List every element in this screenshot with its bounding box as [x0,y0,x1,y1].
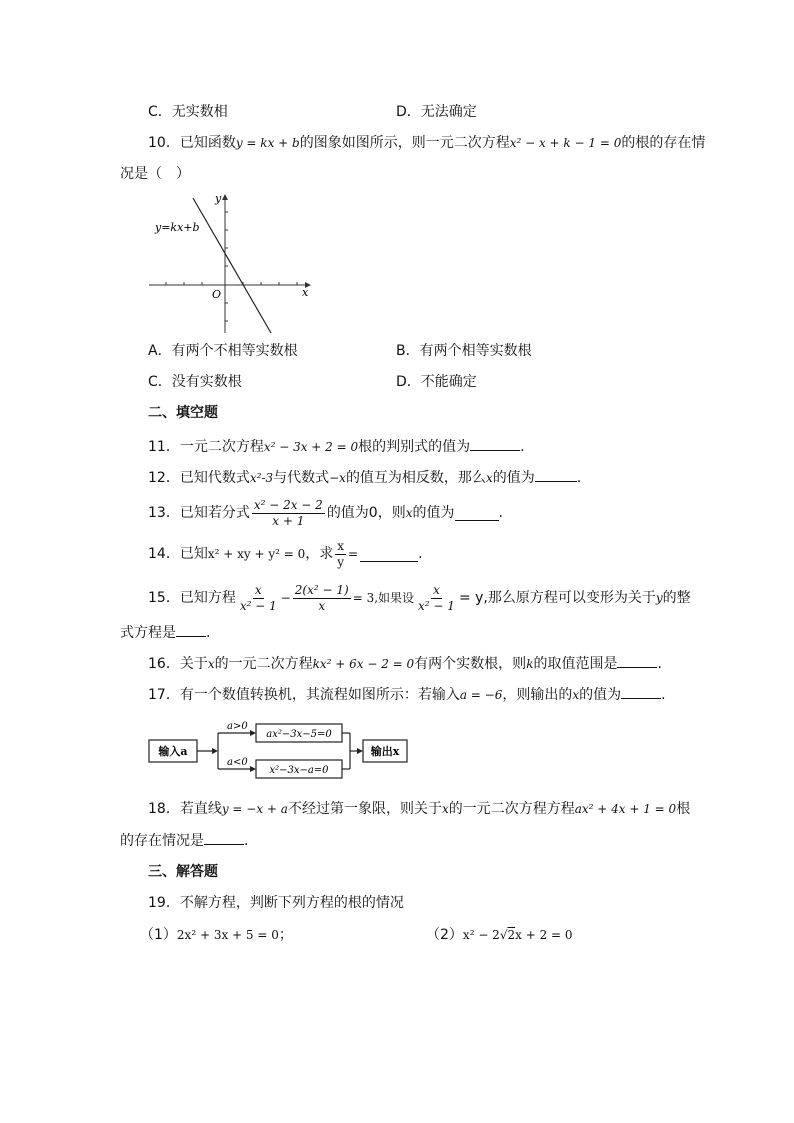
formula: x² − x + k − 1 = 0 [509,136,622,150]
text: 的整 [662,590,691,606]
question-15-cont [120,622,210,643]
q10-option-c: C．没有实数根 [148,374,242,390]
fraction [416,583,457,614]
text: 的一元二次方程 [214,656,313,672]
question-10 [148,133,705,153]
fraction [238,583,279,614]
fraction [293,583,351,614]
text: 的值为 [579,687,622,703]
q10-option-d: D．不能确定 [396,374,477,390]
arrow-head [357,748,363,754]
condition-top: a>0 [227,721,248,732]
formula: kx² + 6x − 2 = 0 [312,657,415,671]
answer-blank [455,506,499,521]
text: = y,那么原方程可以变形为关于 [458,590,656,606]
numerator: x [254,582,262,597]
formula: ax² + 4x + 1 = 0 [574,802,677,816]
q9-option-d: D．无法确定 [396,104,477,120]
formula: −x [329,471,346,485]
denominator: x [318,598,326,613]
text: . [576,470,582,486]
equals-sign: = [348,547,359,561]
sqrt: √2 [499,928,516,942]
formula: x + 2 = 0 [515,928,573,942]
text: = 3,如果设 [352,591,415,605]
question-number: 11． [148,439,180,455]
answer-blank [621,684,661,699]
variable: k [526,657,534,671]
text: 的存在情况是 [120,833,204,849]
output-box-label: 输出x [370,745,400,758]
x-axis-label: x [302,286,309,299]
part-label: （1） [140,927,177,943]
formula: x² + xy + y² = 0 [207,547,306,561]
text: . [206,625,211,641]
text: 的一元二次方程方程 [448,801,575,817]
formula: y = −x + a [221,802,288,816]
question-number: 16． [148,656,180,672]
question-13 [148,495,503,531]
function-line [193,198,271,333]
text: 的值为 [492,470,535,486]
question-number: 12． [148,470,180,486]
numerator: x [337,538,345,553]
text: 的值为0，则 [326,505,406,521]
equation-top: ax²−3x−5=0 [266,729,332,740]
text: 的值为 [412,505,455,521]
answer-blank [360,547,418,562]
fraction [252,498,325,529]
sqrt-radicand: 2 [507,928,516,942]
formula: x²-3 [249,471,274,485]
text: 已知代数式 [179,470,250,486]
text: 不解方程，判断下列方程的根的情况 [179,895,404,911]
question-number: 14． [148,546,180,562]
text: . [418,546,423,562]
arrow-head [250,730,256,736]
question-18-cont [120,830,248,851]
variable: x [441,802,449,816]
numerator: x [433,582,440,597]
text: 已知函数 [179,135,236,151]
answer-blank [535,467,577,482]
condition-bottom: a<0 [227,757,248,768]
question-number: 13． [148,505,180,521]
question-number: 18． [148,801,180,817]
flowchart [145,716,415,780]
text: 有两个实数根，则 [414,656,527,672]
origin-label: O [212,288,222,301]
question-number: 10． [148,135,180,151]
question-14 [148,536,423,572]
part-label: （2） [426,927,463,943]
text: 的图象如图所示，则一元二次方程 [299,135,510,151]
text: 根的判别式的值为 [358,439,471,455]
question-19-part-2 [426,925,573,945]
text: 根 [676,801,691,817]
answer-blank [176,622,206,637]
denominator: y [337,554,345,569]
denominator: x + 1 [272,513,305,528]
function-label: y=kx+b [155,221,200,234]
text: 关于 [179,656,208,672]
question-11 [148,436,525,457]
text: 已知方程 [179,590,236,606]
text: 的取值范围是 [533,656,618,672]
text: 有一个数值转换机，其流程如图所示：若输入 [179,687,460,703]
question-12 [148,467,581,488]
text: . [520,439,525,455]
variable: y [655,591,663,605]
arrow-head [212,748,218,754]
question-number: 19． [148,895,180,911]
formula: x² − 3x + 2 = 0 [263,440,359,454]
question-18 [148,799,690,819]
text: . [498,505,503,521]
answer-blank [617,653,657,668]
text: ，求 [305,546,334,562]
linear-function-graph [145,190,320,340]
variable: x [405,506,413,520]
numerator: x² − 2x − 2 [253,497,323,512]
text: ，则输出的 [502,687,573,703]
formula: a = −6 [459,688,503,702]
minus-sign: − [280,591,291,605]
text: 若直线 [179,801,222,817]
text: 一元二次方程 [179,439,264,455]
q10-option-a: A．有两个不相等实数根 [148,343,298,359]
answer-blank [204,830,244,845]
variable: x [572,688,580,702]
arrow-head [250,766,256,772]
section-solve: 三、解答题 [148,864,218,880]
numerator: 2(x² − 1) [294,582,349,597]
q10-option-b: B．有两个相等实数根 [396,343,532,359]
variable: x [207,657,215,671]
text: ； [278,927,293,943]
formula: 2x² + 3x + 5 = 0 [176,928,279,942]
text: 已知若分式 [179,505,250,521]
q9-option-c: C．无实数相 [148,104,228,120]
text: 已知 [179,546,208,562]
y-axis-label: y [215,192,222,205]
text: 的根的存在情 [621,135,706,151]
input-box-label: 输入a [158,745,188,758]
question-15 [148,578,691,618]
equation-bottom: x²−3x−a=0 [269,765,329,776]
question-16 [148,653,662,674]
text: 与代数式 [273,470,330,486]
formula: y = kx + b [235,136,300,150]
text: 的值互为相反数，那么 [345,470,486,486]
question-19 [148,893,404,913]
text: 式方程是 [120,625,176,641]
y-axis-arrow [222,194,228,200]
formula: x² − 2 [462,928,500,942]
question-19-part-1 [140,925,293,945]
denominator: x² − 1 [418,598,455,613]
denominator: x² − 1 [239,598,277,613]
text: 不经过第一象限，则关于 [287,801,442,817]
question-17 [148,684,666,705]
section-fill-in: 二、填空题 [148,405,218,421]
question-number: 17． [148,687,180,703]
question-10-cont: 况是（ ） [120,166,190,182]
fraction [335,539,346,570]
question-number: 15． [148,590,180,606]
text: . [657,656,662,672]
variable: x [485,471,493,485]
text: . [661,687,666,703]
text: . [244,833,249,849]
answer-blank [470,436,520,451]
